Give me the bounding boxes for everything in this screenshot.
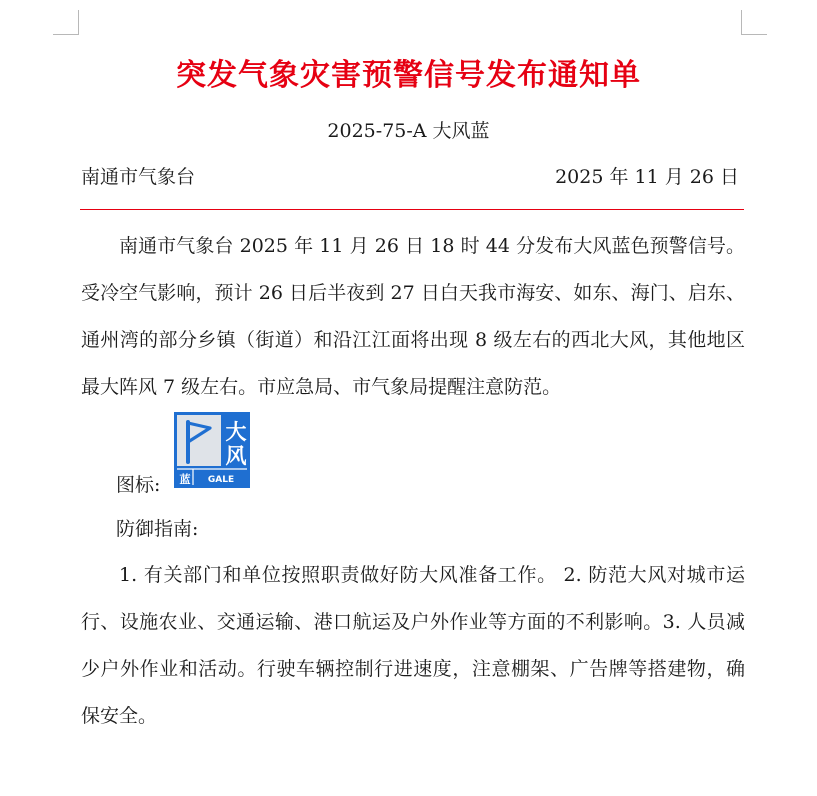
crop-mark-top-left-horizontal (53, 34, 78, 35)
crop-mark-top-right-horizontal (741, 34, 767, 35)
warning-body-paragraph: 南通市气象台 2025 年 11 月 26 日 18 时 44 分发布大风蓝色预警信号。受冷空气影响，预计 26 日后半夜到 27 日白天我市海安、如东、海门、启东、通州湾的部分乡镇（街道）和沿江江面将出现 8 级左右的西北大风，其他地区最大阵风 7 级左右。市应急局、市气象局提醒注意防范。 (81, 235, 745, 398)
document-subtitle: 2025-75-A 大风蓝 (327, 120, 490, 142)
icon-text-bottom: 风 (225, 444, 247, 468)
issue-date: 2025 年 11 月 26 日 (555, 166, 739, 188)
issuer-name: 南通市气象台 (81, 166, 196, 188)
header-divider (80, 209, 744, 210)
icon-label: 图标: (116, 474, 161, 496)
icon-text-top: 大 (225, 420, 247, 444)
crop-mark-top-right-vertical (741, 10, 742, 35)
defense-guide-title: 防御指南: (116, 518, 199, 540)
icon-english-text: GALE (207, 475, 235, 485)
document-title: 突发气象灾害预警信号发布通知单 (176, 58, 641, 93)
defense-guide-text: 1. 有关部门和单位按照职责做好防大风准备工作。 2. 防范大风对城市运行、设施农业、交通运输、港口航运及户外作业等方面的不利影响。3. 人员减少户外作业和活动。行驶车辆控制行进速度，注意棚架、广告牌等搭建物，确保安全。 (81, 564, 745, 727)
crop-mark-top-left-vertical (78, 10, 79, 35)
icon-level-text: 蓝 (179, 473, 191, 486)
gale-blue-warning-icon (174, 412, 250, 488)
